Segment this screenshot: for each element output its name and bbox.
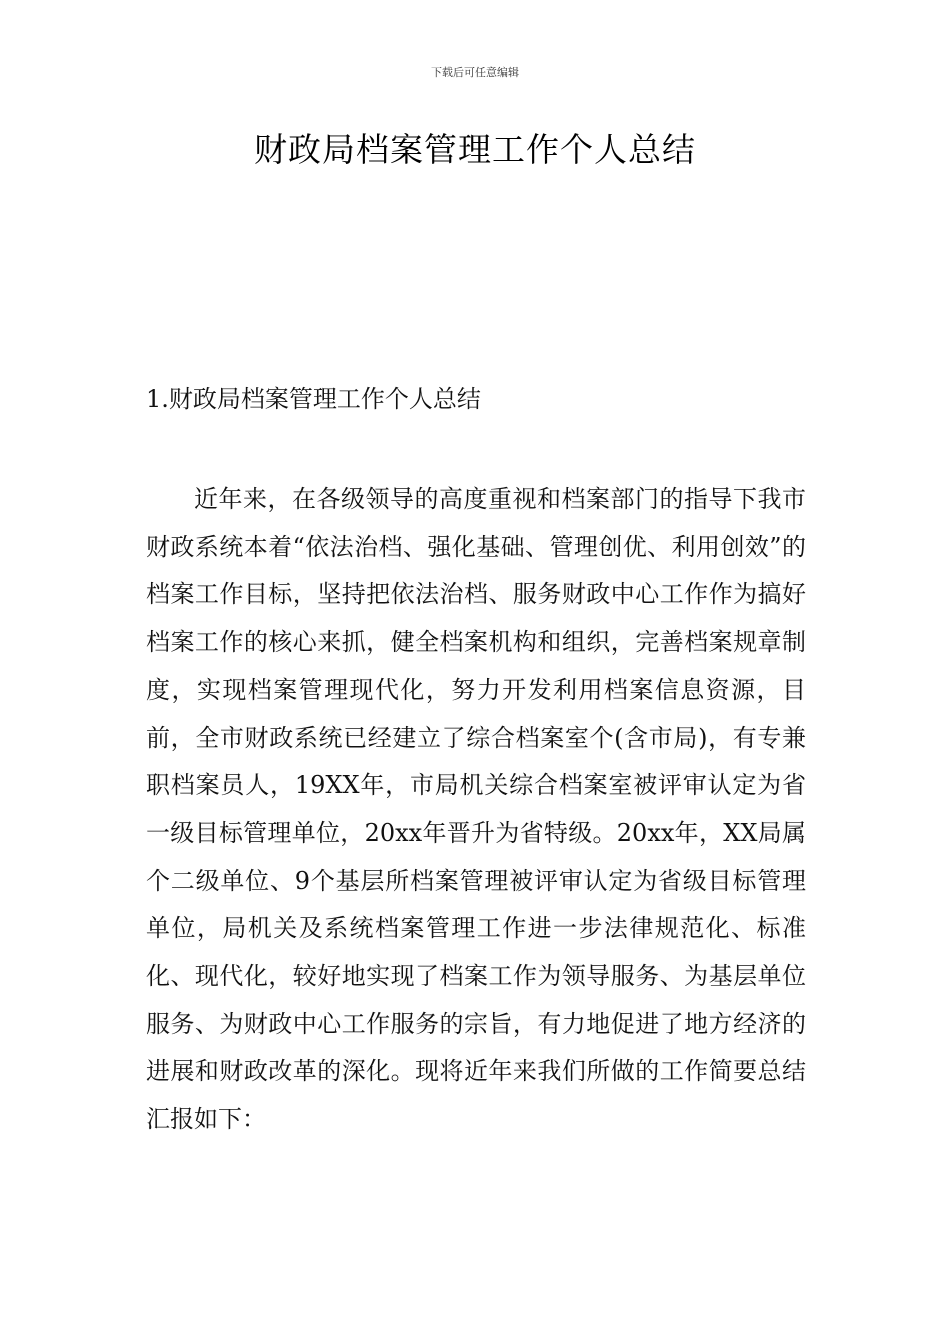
header-note: 下载后可任意编辑 xyxy=(431,66,519,79)
body-paragraph: 近年来，在各级领导的高度重视和档案部门的指导下我市财政系统本着“依法治档、强化基础、管理创优、利用创效”的档案工作目标，坚持把依法治档、服务财政中心工作作为搞好档案工作的核心来抓，健全档案机构和组织，完善档案规章制度，实现档案管理现代化，努力开发利用档案信息资源，目前，全市财政系统已经建立了综合档案室个(含市局)，有专兼职档案员人，19XX年，市局机关综合档案室被评审认定为省一级目标管理单位，20xx年晋升为省特级。20xx年，XX局属个二级单位、9个基层所档案管理被评审认定为省级目标管理单位，局机关及系统档案管理工作进一步法律规范化、标准化、现代化，较好地实现了档案工作为领导服务、为基层单位服务、为财政中心工作服务的宗旨，有力地促进了地方经济的进展和财政改革的深化。现将近年来我们所做的工作简要总结汇报如下： xyxy=(146,485,806,1134)
section-heading: 1.财政局档案管理工作个人总结 xyxy=(146,385,481,413)
document-title: 财政局档案管理工作个人总结 xyxy=(254,130,696,169)
